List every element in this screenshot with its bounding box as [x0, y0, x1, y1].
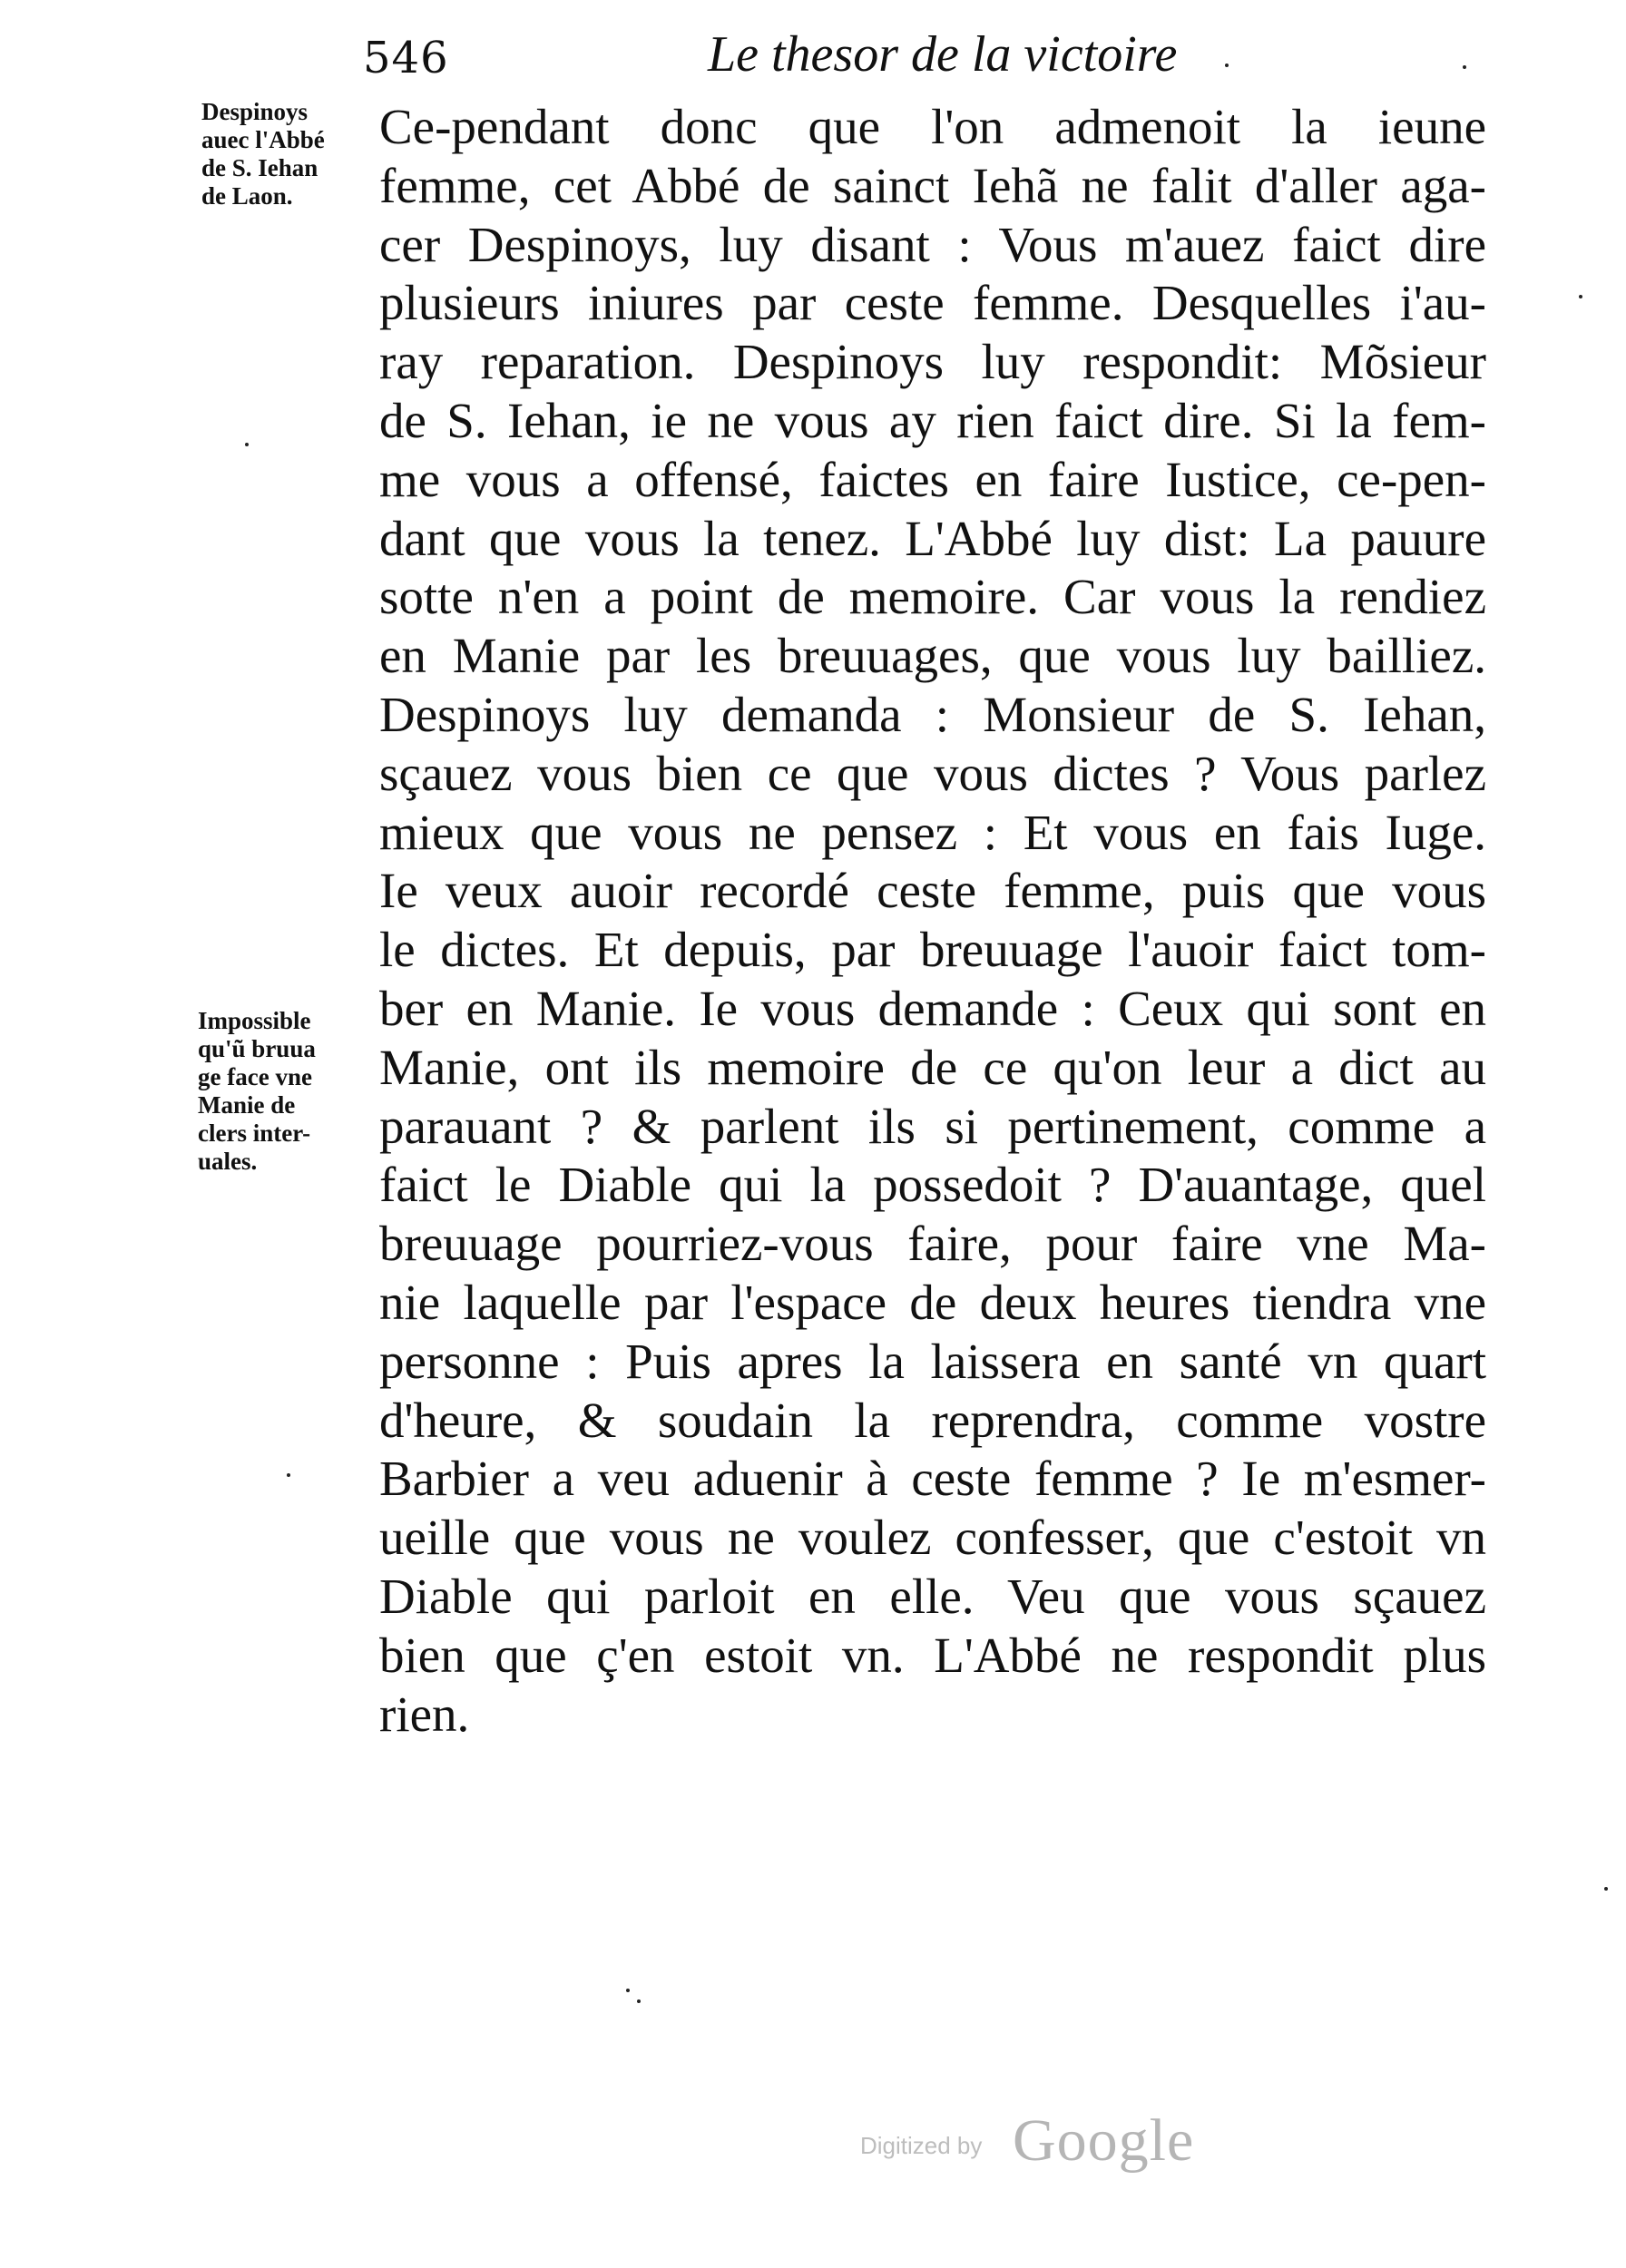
body-line: bien que ç'en estoit vn. L'Abbé ne respondit plus — [379, 1627, 1486, 1683]
google-logo: Google — [1013, 2107, 1195, 2174]
running-title: Le thesor de la victoire — [708, 26, 1178, 83]
digitized-watermark — [860, 2107, 1223, 2179]
margin-note-line: Despinoys — [201, 98, 309, 125]
body-line: breuuage pourriez-vous faire, pour faire vne Ma- — [379, 1216, 1486, 1272]
print-speck — [287, 1473, 290, 1477]
body-line: ray reparation. Despinoys luy respondit: Mõsieur — [379, 334, 1486, 390]
body-line: rien. — [379, 1686, 470, 1742]
margin-note-line: clers inter- — [198, 1119, 311, 1147]
body-line: Manie, ont ils memoire de ce qu'on leur a dict au — [379, 1039, 1486, 1095]
body-text — [379, 98, 1486, 1744]
print-speck — [1463, 65, 1466, 69]
body-line: le dictes. Et depuis, par breuuage l'auoir faict tom- — [379, 922, 1486, 978]
body-line: Diable qui parloit en elle. Veu que vous sçauez — [379, 1568, 1486, 1624]
margin-note-line: de S. Iehan — [201, 154, 318, 181]
body-line: d'heure, & soudain la reprendra, comme vostre — [379, 1392, 1486, 1448]
margin-note-impossible — [198, 1007, 316, 1176]
body-line: en Manie par les breuuages, que vous luy bailliez. — [379, 628, 1486, 684]
print-speck — [626, 1989, 630, 1992]
page-number: 546 — [363, 33, 449, 83]
body-line: Despinoys luy demanda : Monsieur de S. Iehan, — [379, 686, 1486, 742]
watermark-prefix: Digitized by — [860, 2132, 983, 2159]
running-head — [363, 25, 1198, 89]
body-line: plusieurs iniures par ceste femme. Desquelles i'au- — [379, 275, 1486, 331]
print-speck — [245, 443, 249, 446]
margin-note-line: ge face vne — [198, 1063, 312, 1090]
body-line: ueille que vous ne voulez confesser, que c'estoit vn — [379, 1510, 1486, 1566]
margin-note-line: auec l'Abbé — [201, 126, 325, 153]
margin-note-despinoys — [201, 98, 325, 210]
body-line: personne : Puis apres la laissera en santé vn quart — [379, 1333, 1486, 1389]
print-speck — [1579, 295, 1582, 298]
body-line: nie laquelle par l'espace de deux heures tiendra vne — [379, 1274, 1486, 1330]
body-line: Barbier a veu aduenir à ceste femme ? Ie m'esmer- — [379, 1451, 1486, 1507]
margin-note-line: uales. — [198, 1148, 258, 1175]
margin-note-line: de Laon. — [201, 182, 293, 210]
body-line: parauant ? & parlent ils si pertinement, comme a — [379, 1098, 1486, 1154]
body-line: de S. Iehan, ie ne vous ay rien faict dire. Si la fem- — [379, 392, 1486, 448]
body-line: femme, cet Abbé de sainct Iehã ne falit d'aller aga- — [379, 157, 1486, 213]
body-line: sotte n'en a point de memoire. Car vous la rendiez — [379, 569, 1486, 625]
body-line: faict le Diable qui la possedoit ? D'auantage, quel — [379, 1157, 1486, 1213]
margin-note-line: Manie de — [198, 1091, 296, 1119]
body-line: Ie veux auoir recordé ceste femme, puis que vous — [379, 863, 1486, 919]
print-speck — [1604, 1887, 1608, 1891]
print-speck — [1225, 64, 1229, 67]
body-line: cer Despinoys, luy disant : Vous m'auez faict dire — [379, 216, 1486, 272]
body-line: me vous a offensé, faictes en faire Iustice, ce-pen- — [379, 451, 1486, 507]
margin-note-line: qu'ũ bruua — [198, 1035, 316, 1062]
body-line: ber en Manie. Ie vous demande : Ceux qui sont en — [379, 980, 1486, 1036]
body-line: mieux que vous ne pensez : Et vous en fais Iuge. — [379, 804, 1486, 860]
body-line: Ce-pendant donc que l'on admenoit la ieune — [379, 99, 1486, 154]
body-line: dant que vous la tenez. L'Abbé luy dist: La pauure — [379, 510, 1486, 566]
print-speck — [637, 1999, 641, 2003]
body-line: sçauez vous bien ce que vous dictes ? Vous parlez — [379, 745, 1486, 801]
margin-note-line: Impossible — [198, 1007, 311, 1034]
